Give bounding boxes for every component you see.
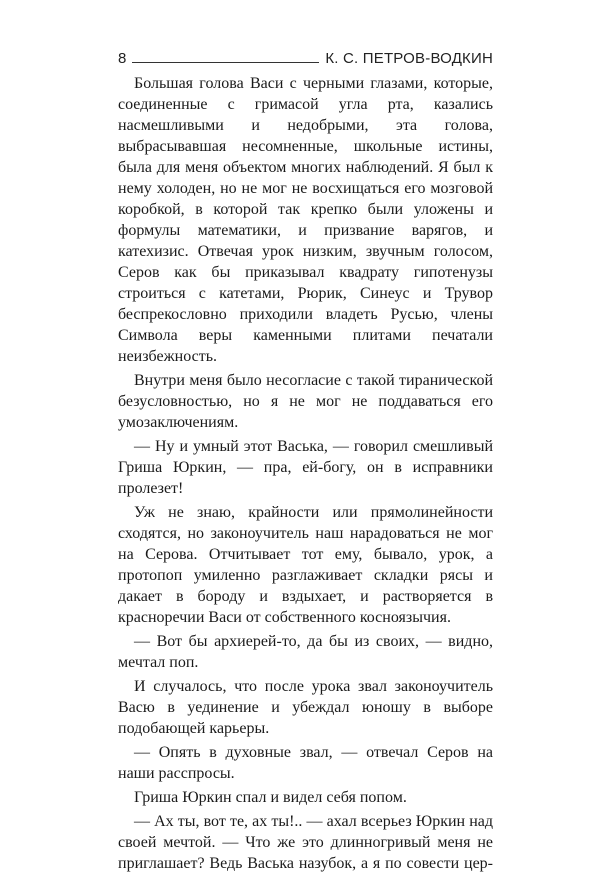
header-rule [132, 62, 319, 63]
running-author: К. С. ПЕТРОВ-ВОДКИН [325, 50, 493, 67]
main-text [118, 73, 493, 874]
paragraph: Уж не знаю, крайности или прямолинейности сходятся, но законоучитель наш нарадоваться не мог на Серова. Отчитывает тот ему, бывало, урок, а протопоп умиленно разглаживает складки рясы и дакает в бороду и вздыхает, и растворяется в красноречии Васи от собственного косноязычия. [118, 504, 493, 626]
page-number: 8 [118, 50, 127, 67]
paragraph: И случалось, что после урока звал законоучитель Васю в уединение и убеждал юношу в выборе подобающей карьеры. [118, 678, 493, 737]
paragraph: — Вот бы архиерей-то, да бы из своих, — видно, мечтал поп. [118, 633, 493, 671]
paragraph: Большая голова Васи с черными глазами, которые, соединенные с гримасой угла рта, казались насмешливыми и недобрыми, эта голова, выбрасывавшая несомненные, школьные истины, была для меня объектом многих наблюдений. Я был к нему холоден, но не мог не восхищаться его мозговой коробкой, в которой так крепко были уложены и формулы математики, и призвание варягов, и катехизис. Отвечая урок низким, звучным голосом, Серов как бы приказывал квадрату гипотенузы строиться с катетами, Рюрик, Синеус и Трувор беспрекословно приходили владеть Русью, члены Символа веры каменными плитами печатали неизбежность. [118, 75, 493, 365]
paragraph: Внутри меня было несогласие с такой тиранической безусловностью, но я не мог не поддаваться его умозаключениям. [118, 372, 493, 431]
paragraph: — Опять в духовные звал, — отвечал Серов на наши расспросы. [118, 744, 493, 782]
paragraph: — Ну и умный этот Васька, — говорил смешливый Гриша Юркин, — пра, ей-богу, он в исправники пролезет! [118, 438, 493, 497]
running-header [118, 44, 493, 66]
paragraph: — Ах ты, вот те, ах ты!.. — ахал всерьез Юркин над своей мечтой. — Что же это длинногривый меня не приглашает? Ведь Васька назубок, а я по совести цер- [118, 813, 493, 872]
paragraph: Гриша Юркин спал и видел себя попом. [134, 789, 407, 806]
